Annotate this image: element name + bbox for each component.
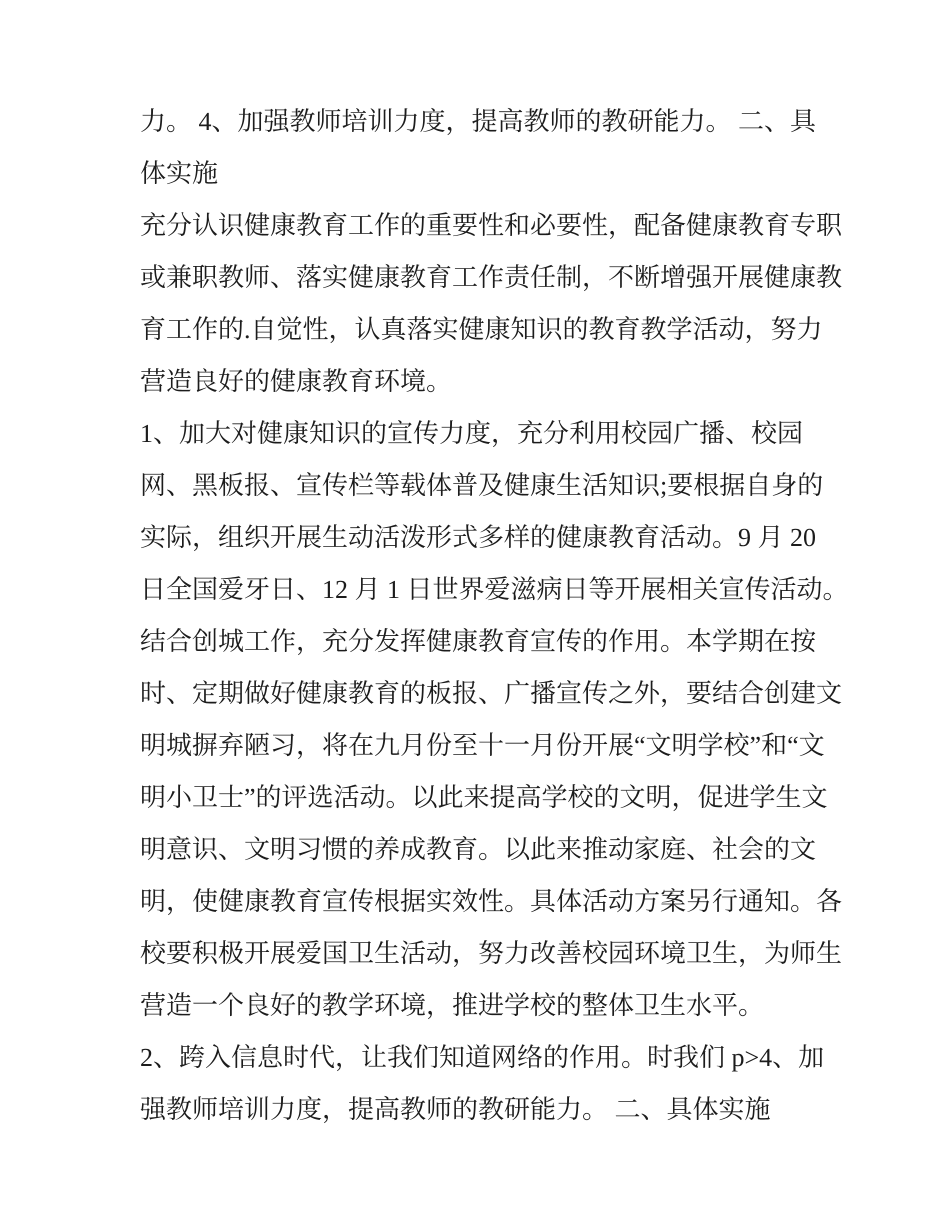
document-line: 强教师培训力度，提高教师的教研能力。 二、具体实施 (140, 1095, 771, 1124)
document-line: 明，使健康教育宣传根据实效性。具体活动方案另行通知。各 (140, 887, 843, 916)
document-line: 力。 4、加强教师培训力度，提高教师的教研能力。 二、具 (140, 107, 817, 136)
document-line: 明城摒弃陋习，将在九月份至十一月份开展“文明学校”和“文 (140, 731, 825, 760)
document-line: 实际，组织开展生动活泼形式多样的健康教育活动。9 月 20 (140, 523, 817, 552)
document-line: 结合创城工作，充分发挥健康教育宣传的作用。本学期在按 (140, 627, 817, 656)
document-line: 明意识、文明习惯的养成教育。以此来推动家庭、社会的文 (140, 835, 817, 864)
document-line: 体实施 (140, 159, 219, 188)
document-line: 2、跨入信息时代，让我们知道网络的作用。时我们 p>4、加 (140, 1043, 825, 1072)
document-line: 营造良好的健康教育环境。 (140, 367, 453, 396)
document-line: 日全国爱牙日、12 月 1 日世界爱滋病日等开展相关宣传活动。 (140, 575, 849, 604)
document-line: 育工作的.自觉性，认真落实健康知识的教育教学活动，努力 (140, 315, 823, 344)
document-text-block (140, 96, 849, 1136)
document-line: 时、定期做好健康教育的板报、广播宣传之外，要结合创建文 (140, 679, 843, 708)
document-line: 网、黑板报、宣传栏等载体普及健康生活知识;要根据自身的 (140, 471, 824, 500)
document-line: 校要积极开展爱国卫生活动，努力改善校园环境卫生，为师生 (140, 939, 843, 968)
document-line: 1、加大对健康知识的宣传力度，充分利用校园广播、校园 (140, 419, 804, 448)
document-line: 明小卫士”的评选活动。以此来提高学校的文明，促进学生文 (140, 783, 828, 812)
document-line: 或兼职教师、落实健康教育工作责任制，不断增强开展健康教 (140, 263, 843, 292)
document-line: 营造一个良好的教学环境，推进学校的整体卫生水平。 (140, 991, 765, 1020)
document-line: 充分认识健康教育工作的重要性和必要性，配备健康教育专职 (140, 211, 843, 240)
